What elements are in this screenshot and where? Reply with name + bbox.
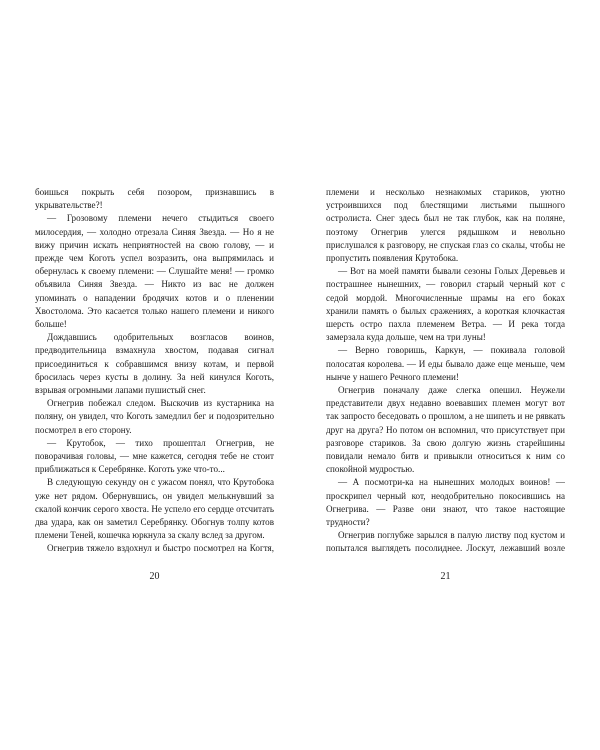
paragraph: Огнегрив поглубже зарылся в палую листву под кустом и попытался выглядеть посолиднее. Лоскут, лежавший возле	[326, 530, 565, 554]
paragraph: Дождавшись одобрительных возгласов воинов, предводительница взмахнула хвостом, подавая сигнал присоединиться к собравшимся внизу котам, и первой бросилась через кусты в долину. За ней кинулся Коготь, взрывая огромными лапами пушистый снег.	[35, 332, 274, 396]
paragraph: боишься покрыть себя позором, признавшись в укрывательстве?!	[35, 187, 274, 211]
paragraph: Огнегрив тяжело вздохнул и быстро посмотрел на Когтя,	[47, 543, 274, 554]
right-page-text	[326, 186, 565, 554]
right-page-number: 21	[440, 571, 451, 582]
paragraph: — Грозовому племени нечего стыдиться своего милосердия, — холодно отрезала Синяя Звезда. — Но я не вижу причин искать неприятностей на свою голову, — и прежде чем Коготь успел возразить, она выпрямилась и обернулась к своему племени: — Слушайте меня! — громко объявила Синяя Звезда. — Никто из вас не должен упоминать о нападении бродячих котов и о пленении Хвостолома. Это касается только нашего племени и никого больше!	[35, 213, 274, 330]
left-page-text	[35, 186, 274, 554]
right-page	[326, 186, 565, 554]
paragraph: племени и несколько незнакомых стариков, уютно устроившихся под блестящими листьями пышного остролиста. Снег здесь был не так глубок, как на поляне, поэтому Огнегрив улегся рядышком и невольно прислушался к разговору, не спуская глаз со скалы, чтобы не пропустить появления Крутобока.	[326, 187, 565, 264]
left-page	[35, 186, 274, 554]
paragraph: — А посмотри-ка на нынешних молодых воинов! — проскрипел черный кот, неодобрительно покосившись на Огнегрива. — Разве они знают, что такое настоящие трудности?	[326, 477, 565, 528]
paragraph: В следующую секунду он с ужасом понял, что Крутобока уже нет рядом. Обернувшись, он увидел мелькнувший за скалой кончик серого хвоста. Не успело его сердце отсчитать два удара, как он заметил Серебрянку. Обогнув толпу котов племени Теней, кошечка юркнула за скалу вслед за другом.	[35, 477, 274, 541]
left-page-number: 20	[149, 571, 160, 582]
paragraph: — Вот на моей памяти бывали сезоны Голых Деревьев и пострашнее нынешних, — говорил старый черный кот с седой мордой. Многочисленные шрамы на его боках хранили память о былых сражениях, а короткая клочкастая шерсть остро пахла племенем Ветра. — И река тогда замерзала куда дольше, чем на три луны!	[326, 266, 565, 343]
paragraph: — Крутобок, — тихо прошептал Огнегрив, не поворачивая головы, — мне кажется, сегодня тебе не стоит приближаться к Серебрянке. Коготь уже что-то...	[35, 437, 274, 475]
paragraph: Огнегрив поначалу даже слегка опешил. Неужели представители двух недавно воевавших племен могут вот так запросто беседовать о прошлом, а не шипеть и не рявкать друг на друга? Но потом он вспомнил, что присутствует при разговоре стариков. За свою долгую жизнь старейшины повидали немало битв и привыкли относиться к ним со спокойной мудростью.	[326, 385, 565, 475]
paragraph: Огнегрив побежал следом. Выскочив из кустарника на поляну, он увидел, что Коготь замедлил бег и подозрительно посмотрел в его сторону.	[35, 398, 274, 435]
paragraph: — Верно говоришь, Каркун, — покивала головой полосатая королева. — И еды бывало даже еще меньше, чем нынче у нашего Речного племени!	[326, 345, 565, 382]
